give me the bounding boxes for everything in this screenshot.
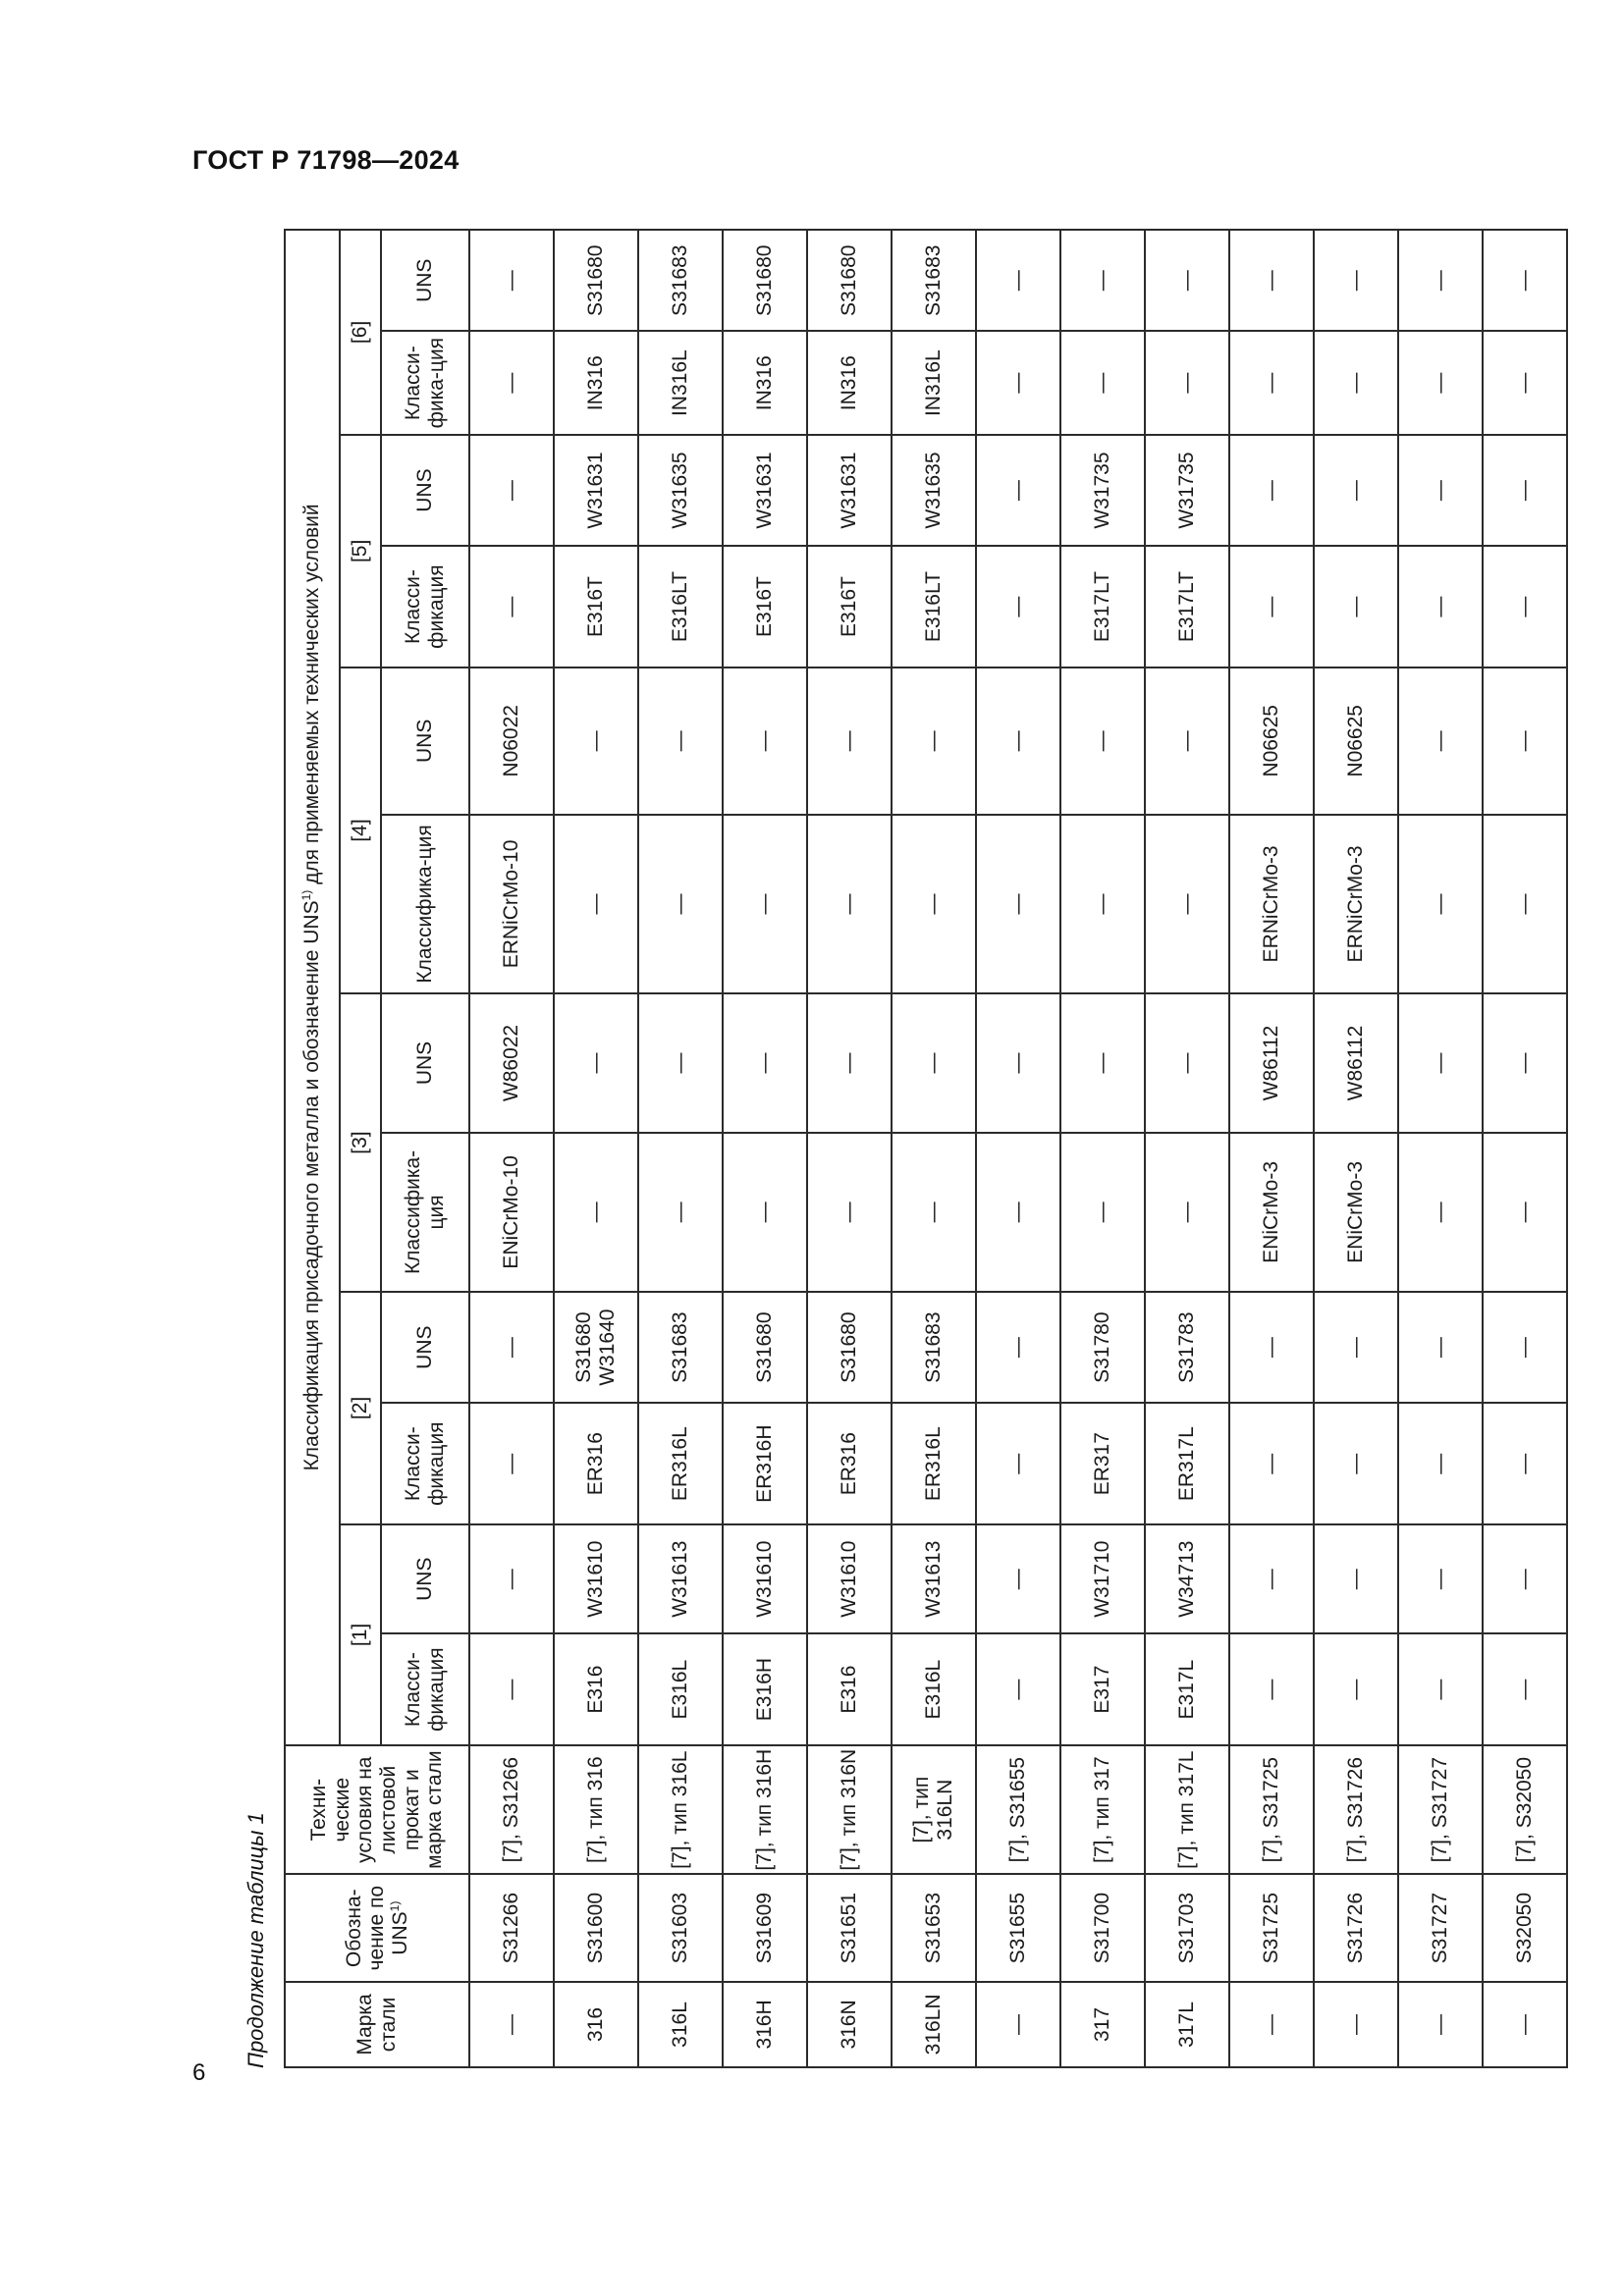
- cell-c3-class: ENiCrMo-3: [1314, 1133, 1398, 1292]
- cell-c3-class: —: [638, 1133, 723, 1292]
- cell-c3-class: —: [892, 1133, 976, 1292]
- cell-c2-uns-line1: S31680: [753, 1311, 777, 1383]
- cell-grade: 316LN: [892, 1982, 976, 2067]
- cell-c4-class: —: [976, 815, 1060, 993]
- header-uns-designation-text: Обозна-чение по UNS: [342, 1885, 411, 1971]
- sub-c5-uns: UNS: [381, 435, 469, 546]
- cell-c5-class: —: [469, 546, 554, 667]
- cell-c5-uns: W31735: [1145, 435, 1229, 546]
- cell-c3-uns: —: [1483, 993, 1567, 1133]
- cell-c6-class: —: [1483, 332, 1567, 435]
- cell-c1-class: E317L: [1145, 1633, 1229, 1744]
- cell-c1-uns: W31610: [554, 1524, 638, 1633]
- cell-grade: 316N: [807, 1982, 892, 2067]
- cell-uns: S31603: [638, 1875, 723, 1982]
- cell-uns: S31726: [1314, 1875, 1398, 1982]
- document-header: ГОСТ Р 71798—2024: [192, 145, 460, 175]
- cell-c2-uns: [1145, 1292, 1229, 1403]
- cell-c6-class: —: [1314, 332, 1398, 435]
- ref-5: [5]: [340, 435, 381, 667]
- ref-6: [6]: [340, 230, 381, 435]
- cell-c5-uns: —: [1314, 435, 1398, 546]
- cell-c3-class: —: [807, 1133, 892, 1292]
- cell-grade: —: [469, 1982, 554, 2067]
- cell-c1-uns: —: [976, 1524, 1060, 1633]
- group-title-before: Классификация присадочного металла и обозначение UNS: [300, 900, 324, 1471]
- cell-c5-class: —: [976, 546, 1060, 667]
- cell-c4-class: —: [638, 815, 723, 993]
- cell-c4-uns: —: [1060, 667, 1145, 815]
- cell-spec: [7], S31727: [1398, 1745, 1483, 1875]
- cell-c1-uns: W31610: [723, 1524, 807, 1633]
- cell-c3-class: ENiCrMo-10: [469, 1133, 554, 1292]
- cell-spec: [7], тип 317: [1060, 1745, 1145, 1875]
- cell-c3-uns: —: [1145, 993, 1229, 1133]
- cell-spec: [7], тип 316: [554, 1745, 638, 1875]
- cell-uns: S31700: [1060, 1875, 1145, 1982]
- table-row: [1060, 230, 1145, 2067]
- cell-c2-uns-line1: S31783: [1175, 1311, 1199, 1383]
- cell-c3-class: —: [723, 1133, 807, 1292]
- cell-c6-uns: —: [1398, 230, 1483, 332]
- cell-c4-uns: —: [976, 667, 1060, 815]
- cell-c2-uns-line1: —: [500, 1337, 523, 1359]
- cell-spec: [7], S31266: [469, 1745, 554, 1875]
- cell-c2-uns: [807, 1292, 892, 1403]
- cell-c2-uns-line1: —: [1344, 1337, 1368, 1359]
- cell-c6-uns: —: [469, 230, 554, 332]
- cell-grade: —: [1483, 1982, 1567, 2067]
- cell-c2-uns-line1: S31680: [572, 1311, 596, 1383]
- cell-spec: [7], тип 317L: [1145, 1745, 1229, 1875]
- cell-c6-uns: —: [1483, 230, 1567, 332]
- table-row: [1483, 230, 1567, 2067]
- cell-uns: S31651: [807, 1875, 892, 1982]
- cell-c5-class: E316T: [807, 546, 892, 667]
- cell-c2-class: ER316: [807, 1403, 892, 1524]
- cell-c6-class: IN316L: [892, 332, 976, 435]
- table-row: [1314, 230, 1398, 2067]
- cell-c4-class: ERNiCrMo-3: [1314, 815, 1398, 993]
- cell-c4-class: —: [1483, 815, 1567, 993]
- cell-c2-uns: [976, 1292, 1060, 1403]
- cell-c3-uns: —: [976, 993, 1060, 1133]
- cell-c2-class: —: [1229, 1403, 1314, 1524]
- cell-c2-uns: [1314, 1292, 1398, 1403]
- filler-metal-table: [284, 229, 1568, 2068]
- cell-c3-class: —: [1145, 1133, 1229, 1292]
- cell-c1-class: E316: [807, 1633, 892, 1744]
- cell-grade: —: [1398, 1982, 1483, 2067]
- rotated-table-frame: [231, 229, 1537, 2068]
- cell-grade: —: [1314, 1982, 1398, 2067]
- cell-uns: S32050: [1483, 1875, 1567, 1982]
- cell-c5-class: —: [1483, 546, 1567, 667]
- cell-c5-class: —: [1314, 546, 1398, 667]
- cell-c3-uns: W86022: [469, 993, 554, 1133]
- table-row: [1229, 230, 1314, 2067]
- cell-c1-class: —: [1398, 1633, 1483, 1744]
- sub-c6-class: Класси-фика-ция: [381, 332, 469, 435]
- cell-c6-uns: S31680: [723, 230, 807, 332]
- cell-c5-uns: —: [1483, 435, 1567, 546]
- cell-c2-uns: [1060, 1292, 1145, 1403]
- cell-c3-uns: —: [723, 993, 807, 1133]
- cell-c3-uns: —: [638, 993, 723, 1133]
- cell-c1-uns: W31613: [638, 1524, 723, 1633]
- cell-c6-class: —: [1060, 332, 1145, 435]
- cell-c6-uns: —: [1060, 230, 1145, 332]
- cell-c6-class: IN316: [723, 332, 807, 435]
- cell-c5-class: E316LT: [892, 546, 976, 667]
- cell-c1-uns: W31613: [892, 1524, 976, 1633]
- cell-spec: [7], тип 316L: [638, 1745, 723, 1875]
- cell-c6-uns: S31680: [807, 230, 892, 332]
- cell-c2-class: ER316L: [638, 1403, 723, 1524]
- cell-grade: 317L: [1145, 1982, 1229, 2067]
- cell-c6-class: —: [1145, 332, 1229, 435]
- cell-c1-class: —: [1314, 1633, 1398, 1744]
- cell-c4-uns: —: [1398, 667, 1483, 815]
- cell-c2-uns: [469, 1292, 554, 1403]
- cell-c5-uns: —: [1229, 435, 1314, 546]
- cell-uns: S31727: [1398, 1875, 1483, 1982]
- cell-c2-uns: [1229, 1292, 1314, 1403]
- cell-c2-uns-line1: —: [1429, 1337, 1452, 1359]
- sub-c3-uns: UNS: [381, 993, 469, 1133]
- cell-c6-class: —: [1398, 332, 1483, 435]
- table-row: [1398, 230, 1483, 2067]
- cell-c4-class: —: [723, 815, 807, 993]
- cell-c2-class: ER316: [554, 1403, 638, 1524]
- header-uns-designation: [285, 1875, 469, 1982]
- cell-c5-uns: W31631: [807, 435, 892, 546]
- cell-c4-uns: —: [638, 667, 723, 815]
- ref-2: [2]: [340, 1292, 381, 1524]
- header-tech-conditions: Техни-ческие условия на листовой прокат и марка стали: [285, 1745, 469, 1875]
- cell-c4-uns: N06022: [469, 667, 554, 815]
- group-title-footnote: 1): [299, 889, 314, 901]
- cell-c1-class: —: [1229, 1633, 1314, 1744]
- cell-c1-class: E316H: [723, 1633, 807, 1744]
- cell-c1-uns: —: [1229, 1524, 1314, 1633]
- sub-c2-uns: UNS: [381, 1292, 469, 1403]
- cell-c1-class: E316L: [892, 1633, 976, 1744]
- cell-uns: S31655: [976, 1875, 1060, 1982]
- cell-c4-uns: N06625: [1314, 667, 1398, 815]
- sub-c4-uns: UNS: [381, 667, 469, 815]
- cell-c3-uns: —: [807, 993, 892, 1133]
- cell-c3-uns: W86112: [1229, 993, 1314, 1133]
- cell-c1-class: E317: [1060, 1633, 1145, 1744]
- cell-c3-uns: —: [554, 993, 638, 1133]
- cell-c5-class: E316T: [554, 546, 638, 667]
- cell-spec: [7], тип 316LN: [892, 1745, 976, 1875]
- cell-spec: [7], S31725: [1229, 1745, 1314, 1875]
- cell-c6-uns: —: [1314, 230, 1398, 332]
- cell-c1-class: —: [976, 1633, 1060, 1744]
- cell-spec: [7], S31655: [976, 1745, 1060, 1875]
- cell-c2-uns-line1: —: [1006, 1337, 1030, 1359]
- cell-uns: S31266: [469, 1875, 554, 1982]
- sub-c5-class: Класси-фикация: [381, 546, 469, 667]
- cell-c1-class: E316L: [638, 1633, 723, 1744]
- cell-c2-uns-line2: W31640: [596, 1308, 619, 1386]
- cell-c6-uns: —: [1145, 230, 1229, 332]
- sub-c4-class: Классифика-ция: [381, 815, 469, 993]
- cell-c4-uns: N06625: [1229, 667, 1314, 815]
- cell-c5-class: E316T: [723, 546, 807, 667]
- cell-c3-uns: W86112: [1314, 993, 1398, 1133]
- cell-c2-uns: [723, 1292, 807, 1403]
- cell-c6-uns: —: [1229, 230, 1314, 332]
- header-steel-grade: Марка стали: [285, 1982, 469, 2067]
- cell-c2-uns: [892, 1292, 976, 1403]
- cell-c4-uns: —: [554, 667, 638, 815]
- cell-c2-class: —: [1314, 1403, 1398, 1524]
- cell-c1-uns: —: [1398, 1524, 1483, 1633]
- cell-c3-uns: —: [1060, 993, 1145, 1133]
- cell-grade: 316H: [723, 1982, 807, 2067]
- cell-c4-class: —: [807, 815, 892, 993]
- sub-c1-uns: UNS: [381, 1524, 469, 1633]
- cell-c2-class: —: [469, 1403, 554, 1524]
- cell-c2-uns-line1: S31780: [1091, 1311, 1114, 1383]
- cell-uns: S31653: [892, 1875, 976, 1982]
- cell-c5-class: E316LT: [638, 546, 723, 667]
- cell-c2-uns-line1: —: [1260, 1337, 1283, 1359]
- cell-c5-uns: —: [469, 435, 554, 546]
- cell-c3-class: ENiCrMo-3: [1229, 1133, 1314, 1292]
- cell-spec: [7], S32050: [1483, 1745, 1567, 1875]
- cell-c5-uns: W31735: [1060, 435, 1145, 546]
- cell-c3-uns: —: [1398, 993, 1483, 1133]
- cell-c3-class: —: [554, 1133, 638, 1292]
- cell-c5-uns: —: [1398, 435, 1483, 546]
- sub-c2-class: Класси-фикация: [381, 1403, 469, 1524]
- ref-1: [1]: [340, 1524, 381, 1745]
- cell-uns: S31609: [723, 1875, 807, 1982]
- cell-c3-class: —: [1060, 1133, 1145, 1292]
- cell-c2-uns: [1398, 1292, 1483, 1403]
- cell-c1-uns: W31610: [807, 1524, 892, 1633]
- cell-uns: S31600: [554, 1875, 638, 1982]
- sub-c6-uns: UNS: [381, 230, 469, 332]
- cell-c2-class: ER317L: [1145, 1403, 1229, 1524]
- cell-c1-class: E316: [554, 1633, 638, 1744]
- cell-grade: 316: [554, 1982, 638, 2067]
- cell-grade: 317: [1060, 1982, 1145, 2067]
- cell-grade: —: [1229, 1982, 1314, 2067]
- table-row: [892, 230, 976, 2067]
- cell-uns: S31703: [1145, 1875, 1229, 1982]
- cell-c4-class: —: [554, 815, 638, 993]
- cell-c4-uns: —: [807, 667, 892, 815]
- cell-c5-class: —: [1229, 546, 1314, 667]
- cell-c2-uns-line1: S31683: [922, 1311, 946, 1383]
- cell-c2-uns: [638, 1292, 723, 1403]
- cell-c4-uns: —: [892, 667, 976, 815]
- table-row: [807, 230, 892, 2067]
- group-title-after: для применяемых технических условий: [300, 504, 324, 890]
- cell-c4-class: —: [1398, 815, 1483, 993]
- cell-c6-uns: S31683: [892, 230, 976, 332]
- cell-c1-uns: W34713: [1145, 1524, 1229, 1633]
- table-row: [1145, 230, 1229, 2067]
- cell-c2-class: —: [1398, 1403, 1483, 1524]
- cell-c2-class: —: [976, 1403, 1060, 1524]
- footnote-mark: 1): [387, 1900, 402, 1912]
- cell-c2-class: —: [1483, 1403, 1567, 1524]
- cell-c4-class: —: [1145, 815, 1229, 993]
- cell-grade: 316L: [638, 1982, 723, 2067]
- cell-c5-uns: W31635: [892, 435, 976, 546]
- cell-c5-uns: W31631: [723, 435, 807, 546]
- cell-c3-class: —: [976, 1133, 1060, 1292]
- cell-c6-class: —: [469, 332, 554, 435]
- cell-c2-uns-line1: S31683: [669, 1311, 692, 1383]
- cell-spec: [7], S31726: [1314, 1745, 1398, 1875]
- cell-c6-class: IN316: [554, 332, 638, 435]
- cell-c4-uns: —: [1483, 667, 1567, 815]
- cell-c5-uns: —: [976, 435, 1060, 546]
- cell-c4-class: ERNiCrMo-10: [469, 815, 554, 993]
- cell-c1-uns: —: [1314, 1524, 1398, 1633]
- cell-c2-class: ER316L: [892, 1403, 976, 1524]
- table-row: [976, 230, 1060, 2067]
- cell-uns: S31725: [1229, 1875, 1314, 1982]
- table-caption: Продолжение таблицы 1: [244, 1812, 268, 2068]
- cell-c3-class: —: [1398, 1133, 1483, 1292]
- cell-c5-uns: W31635: [638, 435, 723, 546]
- cell-spec: [7], тип 316H: [723, 1745, 807, 1875]
- cell-c5-class: E317LT: [1145, 546, 1229, 667]
- sub-c3-class: Классифика-ция: [381, 1133, 469, 1292]
- cell-c2-uns-line1: S31680: [838, 1311, 861, 1383]
- cell-c6-class: IN316: [807, 332, 892, 435]
- cell-c2-uns: [554, 1292, 638, 1403]
- cell-c6-uns: S31683: [638, 230, 723, 332]
- cell-c6-uns: —: [976, 230, 1060, 332]
- cell-c1-uns: —: [1483, 1524, 1567, 1633]
- cell-c1-uns: —: [469, 1524, 554, 1633]
- cell-c4-uns: —: [723, 667, 807, 815]
- header-group-title: [285, 230, 340, 1745]
- table-row: [638, 230, 723, 2067]
- cell-c2-class: ER316H: [723, 1403, 807, 1524]
- cell-c4-uns: —: [1145, 667, 1229, 815]
- page-number: 6: [192, 2059, 206, 2086]
- cell-c2-uns-line1: —: [1513, 1337, 1537, 1359]
- cell-c5-class: E317LT: [1060, 546, 1145, 667]
- cell-c5-class: —: [1398, 546, 1483, 667]
- cell-c3-uns: —: [892, 993, 976, 1133]
- cell-c6-class: IN316L: [638, 332, 723, 435]
- cell-c2-uns: [1483, 1292, 1567, 1403]
- cell-spec: [7], тип 316N: [807, 1745, 892, 1875]
- sub-c1-class: Класси-фикация: [381, 1633, 469, 1744]
- cell-c4-class: —: [1060, 815, 1145, 993]
- cell-c5-uns: W31631: [554, 435, 638, 546]
- table-row: [469, 230, 554, 2067]
- cell-c6-class: —: [976, 332, 1060, 435]
- ref-4: [4]: [340, 667, 381, 993]
- cell-c2-class: ER317: [1060, 1403, 1145, 1524]
- cell-c4-class: —: [892, 815, 976, 993]
- cell-c6-class: —: [1229, 332, 1314, 435]
- cell-c1-class: —: [469, 1633, 554, 1744]
- table-row: [554, 230, 638, 2067]
- cell-c6-uns: S31680: [554, 230, 638, 332]
- cell-c3-class: —: [1483, 1133, 1567, 1292]
- cell-grade: —: [976, 1982, 1060, 2067]
- ref-3: [3]: [340, 993, 381, 1292]
- cell-c1-class: —: [1483, 1633, 1567, 1744]
- cell-c4-class: ERNiCrMo-3: [1229, 815, 1314, 993]
- cell-c1-uns: W31710: [1060, 1524, 1145, 1633]
- header-row-1: [285, 230, 340, 2067]
- table-row: [723, 230, 807, 2067]
